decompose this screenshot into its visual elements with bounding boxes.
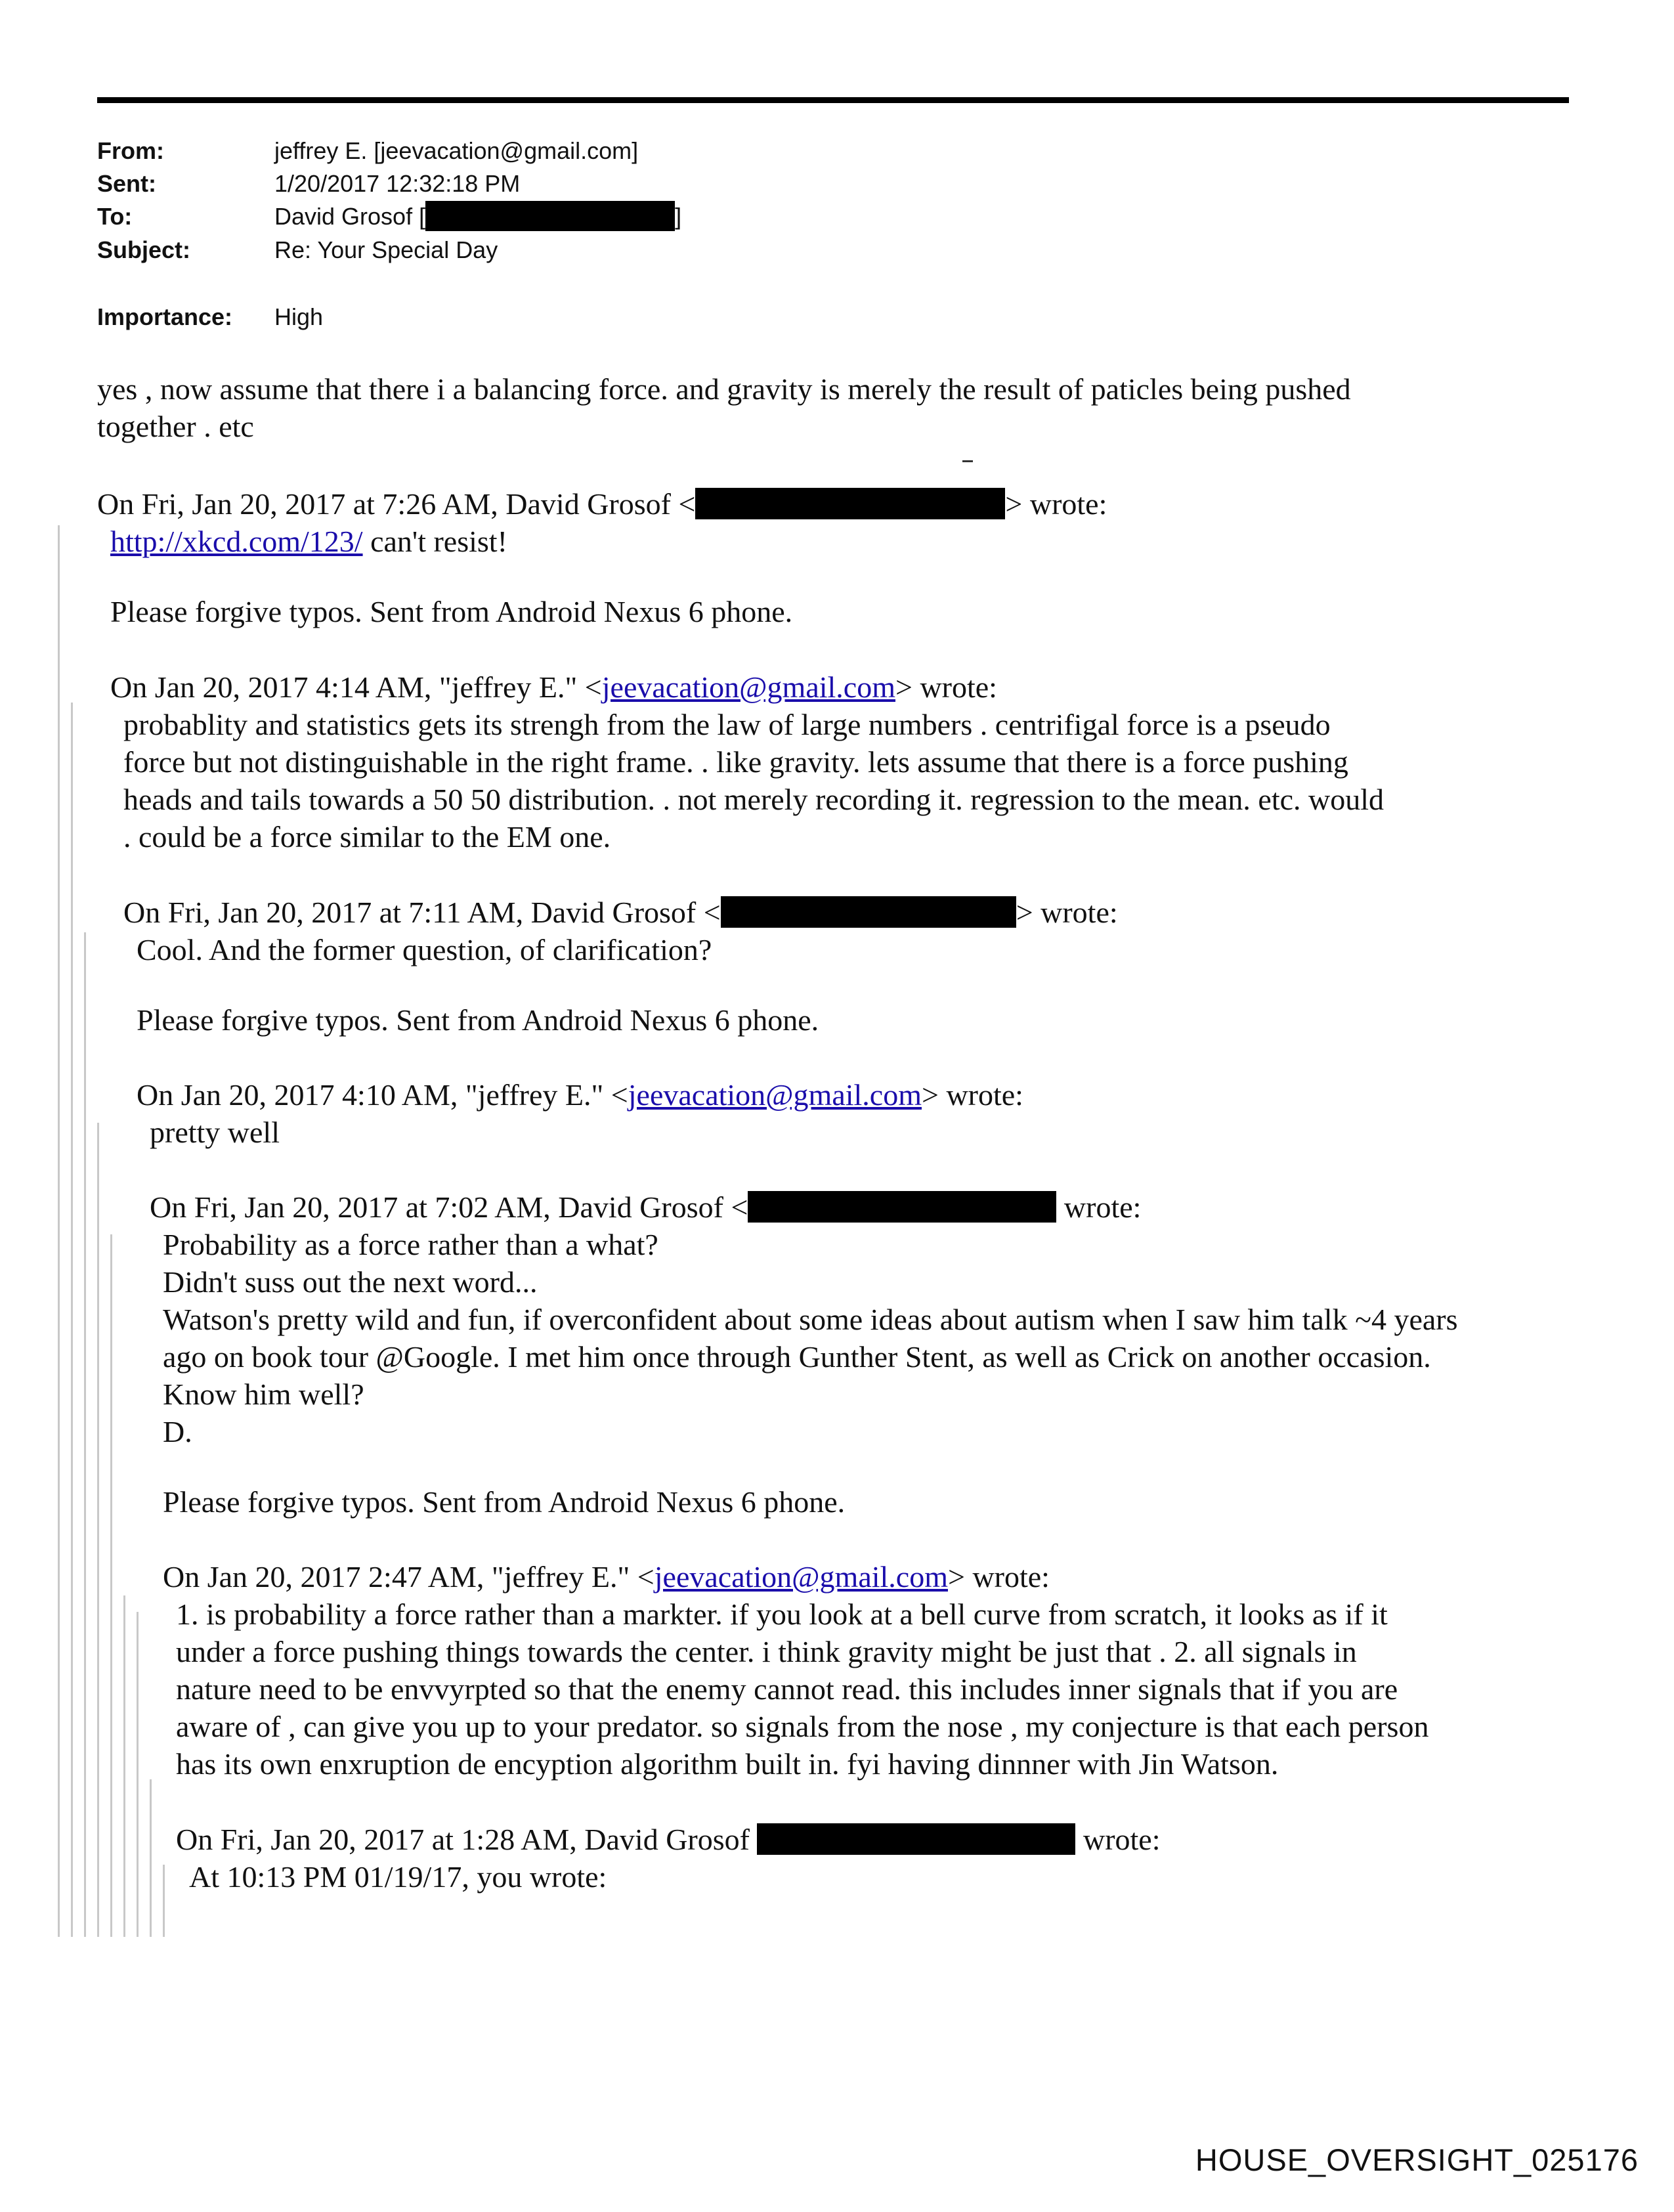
quote-line: probablity and statistics gets its strengh from the law of large numbers . centrifigal force is a pseudo [123,708,1331,741]
quote-header: On Fri, Jan 20, 2017 at 1:28 AM, David Grosof wrote: [176,1823,1161,1856]
importance-label: Importance: [97,303,233,330]
signature-line: Please forgive typos. Sent from Android Nexus 6 phone. [137,1003,819,1037]
subject-label: Subject: [97,236,191,263]
sent-value: 1/20/2017 12:32:18 PM [274,170,521,197]
quote-line: At 10:13 PM 01/19/17, you wrote: [189,1860,607,1894]
signature-line: Please forgive typos. Sent from Android Nexus 6 phone. [110,595,793,628]
quote-header: On Fri, Jan 20, 2017 at 7:02 AM, David Grosof < wrote: [150,1190,1142,1224]
subject-value: Re: Your Special Day [274,236,498,263]
xkcd-link[interactable]: http://xkcd.com/123/ [110,525,363,558]
quote-line: under a force pushing things towards the center. i think gravity might be just that . 2. all signals in [176,1635,1357,1668]
to-name: David Grosof [ [274,203,426,230]
quote-header: On Fri, Jan 20, 2017 at 7:26 AM, David Grosof < > wrote: [97,487,1107,521]
quote-bar [137,1612,139,1937]
top-rule [97,97,1569,103]
bates-number: HOUSE_OVERSIGHT_025176 [1195,2142,1639,2177]
stray-mark [962,460,973,462]
quote-line: aware of , can give you up to your predator. so signals from the nose , my conjecture is that each person [176,1710,1429,1743]
quote-header: On Jan 20, 2017 4:14 AM, "jeffrey E." <jeevacation@gmail.com> wrote: [110,670,997,704]
redaction-box [721,896,1016,928]
quote-bar [150,1779,152,1937]
quote-line: Watson's pretty wild and fun, if overconfident about some ideas about autism when I saw him talk ~4 years [163,1303,1458,1336]
redaction-box [748,1191,1056,1223]
quote-line: heads and tails towards a 50 50 distribution. . not merely recording it. regression to the mean. etc. would [123,783,1384,816]
quote-line: pretty well [150,1116,280,1149]
to-label: To: [97,203,133,230]
quote-line: 1. is probability a force rather than a markter. if you look at a bell curve from scratch, it looks as if it [176,1597,1388,1631]
quote-bar [84,932,86,1937]
quote-bar [163,1865,165,1937]
quote-bar [110,1234,112,1937]
signature-line: Please forgive typos. Sent from Android Nexus 6 phone. [163,1485,846,1519]
quote-line: has its own enxruption de encyption algorithm built in. fyi having dinnner with Jin Watson. [176,1747,1279,1781]
quote-line: Didn't suss out the next word... [163,1265,538,1299]
reply-line: together . etc [97,410,254,443]
quote-header: On Jan 20, 2017 2:47 AM, "jeffrey E." <jeevacation@gmail.com> wrote: [163,1560,1050,1594]
quote-bar [123,1595,125,1937]
email-link[interactable]: jeevacation@gmail.com [601,670,895,704]
sent-label: Sent: [97,170,156,197]
quote-bar [71,703,73,1937]
to-value [274,200,681,233]
quote-line: . could be a force similar to the EM one. [123,820,611,854]
quote-line: Probability as a force rather than a what? [163,1228,658,1261]
importance-value: High [274,303,324,330]
redaction-box [425,201,675,231]
quote-line: Cool. And the former question, of clarification? [137,933,712,966]
quote-line: nature need to be envvyrpted so that the enemy cannot read. this includes inner signals that if you are [176,1672,1398,1706]
redaction-box [695,488,1005,519]
from-label: From: [97,137,164,164]
quote-bar [97,1123,99,1937]
to-bracket: ] [675,203,682,230]
quote-line: force but not distinguishable in the right frame. . like gravity. lets assume that there is a force pushing [123,745,1348,779]
quote-line: Know him well? [163,1377,364,1411]
email-link[interactable]: jeevacation@gmail.com [654,1560,948,1594]
redaction-box [757,1823,1075,1855]
quote-header: On Fri, Jan 20, 2017 at 7:11 AM, David Grosof < > wrote: [123,896,1118,929]
from-value: jeffrey E. [jeevacation@gmail.com] [274,137,639,164]
email-link[interactable]: jeevacation@gmail.com [628,1078,922,1112]
quote-line: http://xkcd.com/123/ can't resist! [110,525,507,558]
quote-bar [58,525,60,1937]
reply-line: yes , now assume that there i a balancing force. and gravity is merely the result of paticles being pushed [97,372,1351,406]
quote-line: ago on book tour @Google. I met him once through Gunther Stent, as well as Crick on another occasion. [163,1340,1431,1374]
quote-header: On Jan 20, 2017 4:10 AM, "jeffrey E." <jeevacation@gmail.com> wrote: [137,1078,1023,1112]
quote-line: D. [163,1415,192,1448]
